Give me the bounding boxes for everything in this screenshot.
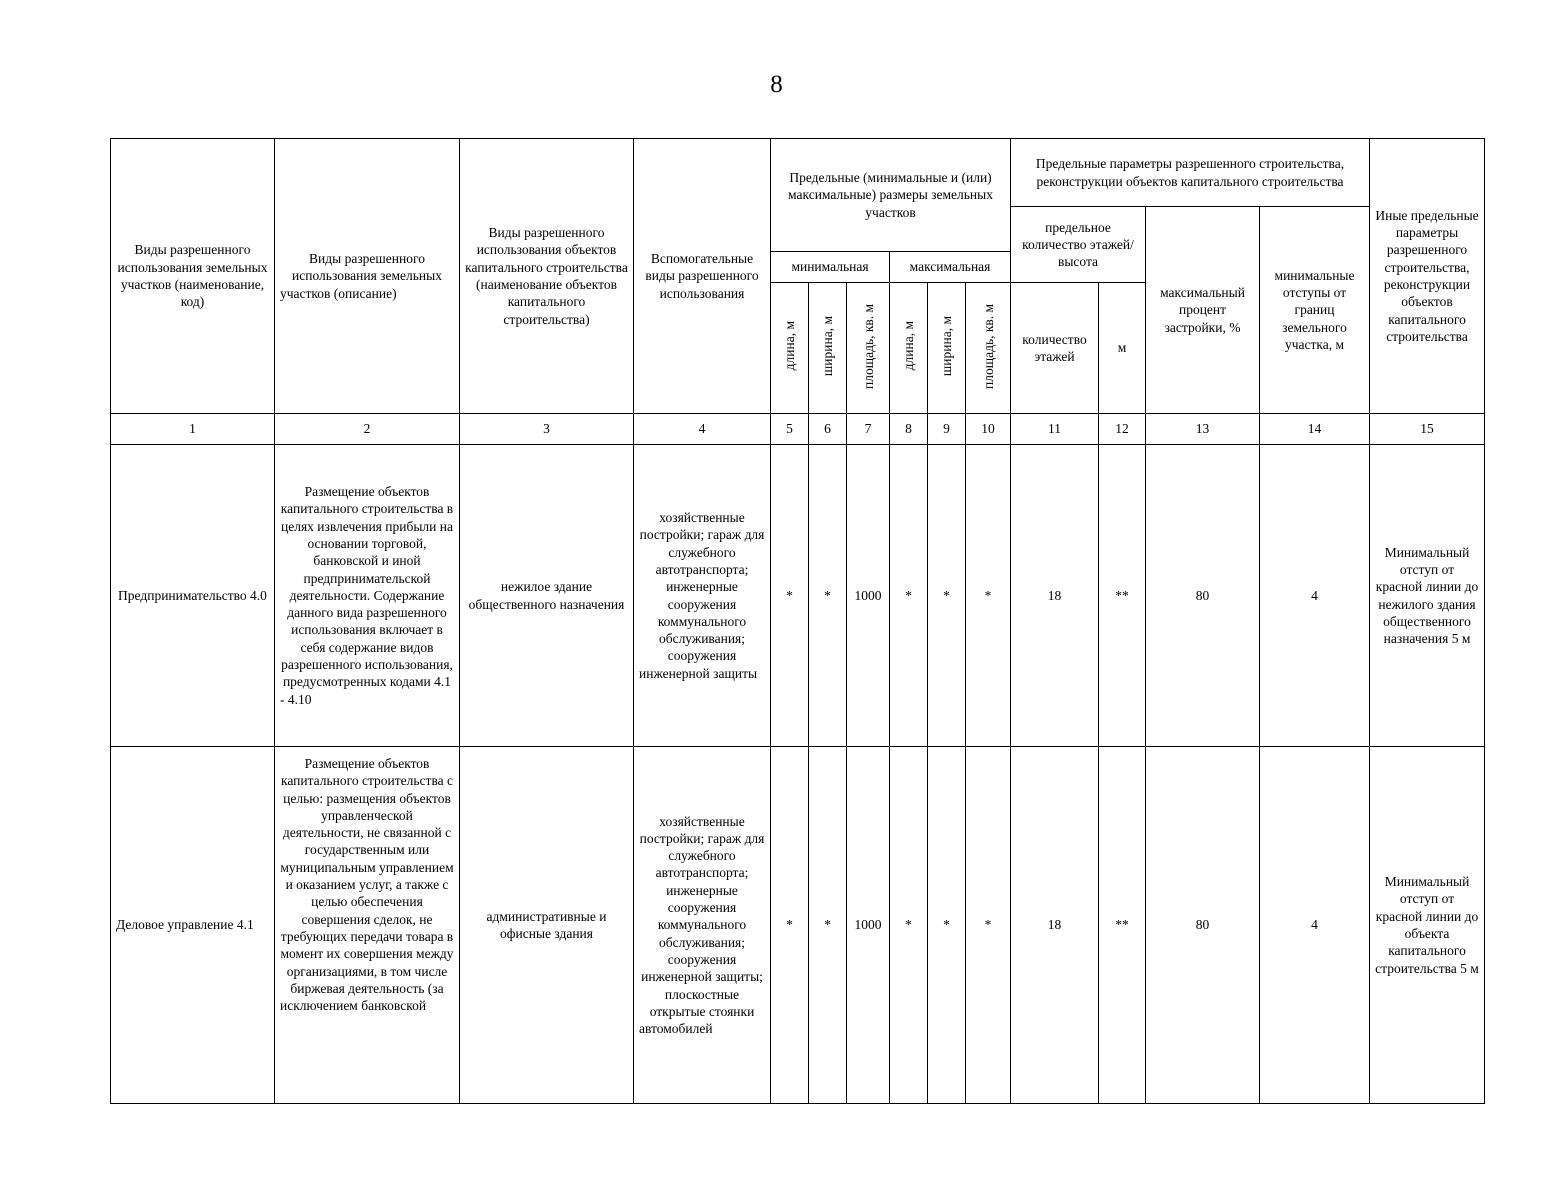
column-number: 4 <box>634 414 771 445</box>
header-min-setbacks: минимальные отступы от границ земельного участка, м <box>1260 207 1370 414</box>
header-max-area: площадь, кв. м <box>966 283 1011 414</box>
row-max-percent: 80 <box>1146 747 1260 1104</box>
row-max-width: * <box>928 445 966 747</box>
row-setback: 4 <box>1260 747 1370 1104</box>
header-maximal: максимальная <box>890 252 1011 283</box>
header-min-area: площадь, кв. м <box>847 283 890 414</box>
row-floors: 18 <box>1011 747 1099 1104</box>
row-other: Минимальный отступ от красной линии до нежилого здания общественного назначения 5 м <box>1370 445 1485 747</box>
header-minimal: минимальная <box>771 252 890 283</box>
row-max-length: * <box>890 747 928 1104</box>
header-min-width: ширина, м <box>809 283 847 414</box>
row-max-width: * <box>928 747 966 1104</box>
row-max-area: * <box>966 445 1011 747</box>
table-row <box>111 445 1485 747</box>
header-max-width: ширина, м <box>928 283 966 414</box>
header-floors-height: предельное количество этажей/высота <box>1011 207 1146 283</box>
column-number: 2 <box>275 414 460 445</box>
row-description: Размещение объектов капитального строительства с целью: размещения объектов управленческой деятельности, не связанной с государственным или муниципальным управлением и оказанием услуг, а также с целью обеспечения совершения сделок, не требующих передачи товара в момент их совершения между организациями, в том числе биржевая деятельность (за исключением банковской <box>275 747 460 1104</box>
header-plot-sizes: Предельные (минимальные и (или) максимальные) размеры земельных участков <box>771 139 1011 252</box>
header-col3: Виды разрешенного использования объектов капитального строительства (наименование объектов капитального строительства) <box>460 139 634 414</box>
header-min-length: длина, м <box>771 283 809 414</box>
column-number: 10 <box>966 414 1011 445</box>
row-max-area: * <box>966 747 1011 1104</box>
row-name: Предпринимательство 4.0 <box>111 445 275 747</box>
header-col2: Виды разрешенного использования земельных участков (описание) <box>275 139 460 414</box>
row-min-area: 1000 <box>847 445 890 747</box>
column-number: 1 <box>111 414 275 445</box>
row-min-length: * <box>771 747 809 1104</box>
row-min-length: * <box>771 445 809 747</box>
row-auxiliary: хозяйственные постройки; гараж для служебного автотранспорта; инженерные сооружения коммунального обслуживания; сооружения инженерной защиты; плоскостные открытые стоянки автомобилей <box>634 747 771 1104</box>
row-object-type: административные и офисные здания <box>460 747 634 1104</box>
row-max-percent: 80 <box>1146 445 1260 747</box>
header-other-params: Иные предельные параметры разрешенного строительства, реконструкции объектов капитального строительства <box>1370 139 1485 414</box>
column-number: 8 <box>890 414 928 445</box>
row-setback: 4 <box>1260 445 1370 747</box>
table-row <box>111 747 1485 1104</box>
column-numbers-row <box>111 414 1485 445</box>
row-name: Деловое управление 4.1 <box>111 747 275 1104</box>
column-number: 7 <box>847 414 890 445</box>
header-col1: Виды разрешенного использования земельных участков (наименование, код) <box>111 139 275 414</box>
row-height-m: ** <box>1099 747 1146 1104</box>
header-max-percent: максимальный процент застройки, % <box>1146 207 1260 414</box>
row-min-width: * <box>809 445 847 747</box>
column-number: 5 <box>771 414 809 445</box>
row-height-m: ** <box>1099 445 1146 747</box>
row-auxiliary: хозяйственные постройки; гараж для служебного автотранспорта; инженерные сооружения коммунального обслуживания; сооружения инженерной защиты <box>634 445 771 747</box>
row-description: Размещение объектов капитального строительства в целях извлечения прибыли на основании торговой, банковской и иной предпринимательской деятельности. Содержание данного вида разрешенного использования включает в себя содержание видов разрешенного использования, предусмотренных кодами 4.1 - 4.10 <box>275 445 460 747</box>
column-number: 12 <box>1099 414 1146 445</box>
header-construction-params: Предельные параметры разрешенного строительства, реконструкции объектов капитального строительства <box>1011 139 1370 207</box>
header-max-length: длина, м <box>890 283 928 414</box>
column-number: 11 <box>1011 414 1099 445</box>
column-number: 13 <box>1146 414 1260 445</box>
column-number: 6 <box>809 414 847 445</box>
header-col4: Вспомогательные виды разрешенного использования <box>634 139 771 414</box>
row-floors: 18 <box>1011 445 1099 747</box>
column-number: 9 <box>928 414 966 445</box>
row-min-area: 1000 <box>847 747 890 1104</box>
land-use-regulations-table <box>110 138 1485 1104</box>
row-object-type: нежилое здание общественного назначения <box>460 445 634 747</box>
column-number: 15 <box>1370 414 1485 445</box>
column-number: 14 <box>1260 414 1370 445</box>
header-meters: м <box>1099 283 1146 414</box>
page-number: 8 <box>770 71 783 98</box>
row-min-width: * <box>809 747 847 1104</box>
column-number: 3 <box>460 414 634 445</box>
row-other: Минимальный отступ от красной линии до объекта капитального строительства 5 м <box>1370 747 1485 1104</box>
row-max-length: * <box>890 445 928 747</box>
header-floors-count: количество этажей <box>1011 283 1099 414</box>
